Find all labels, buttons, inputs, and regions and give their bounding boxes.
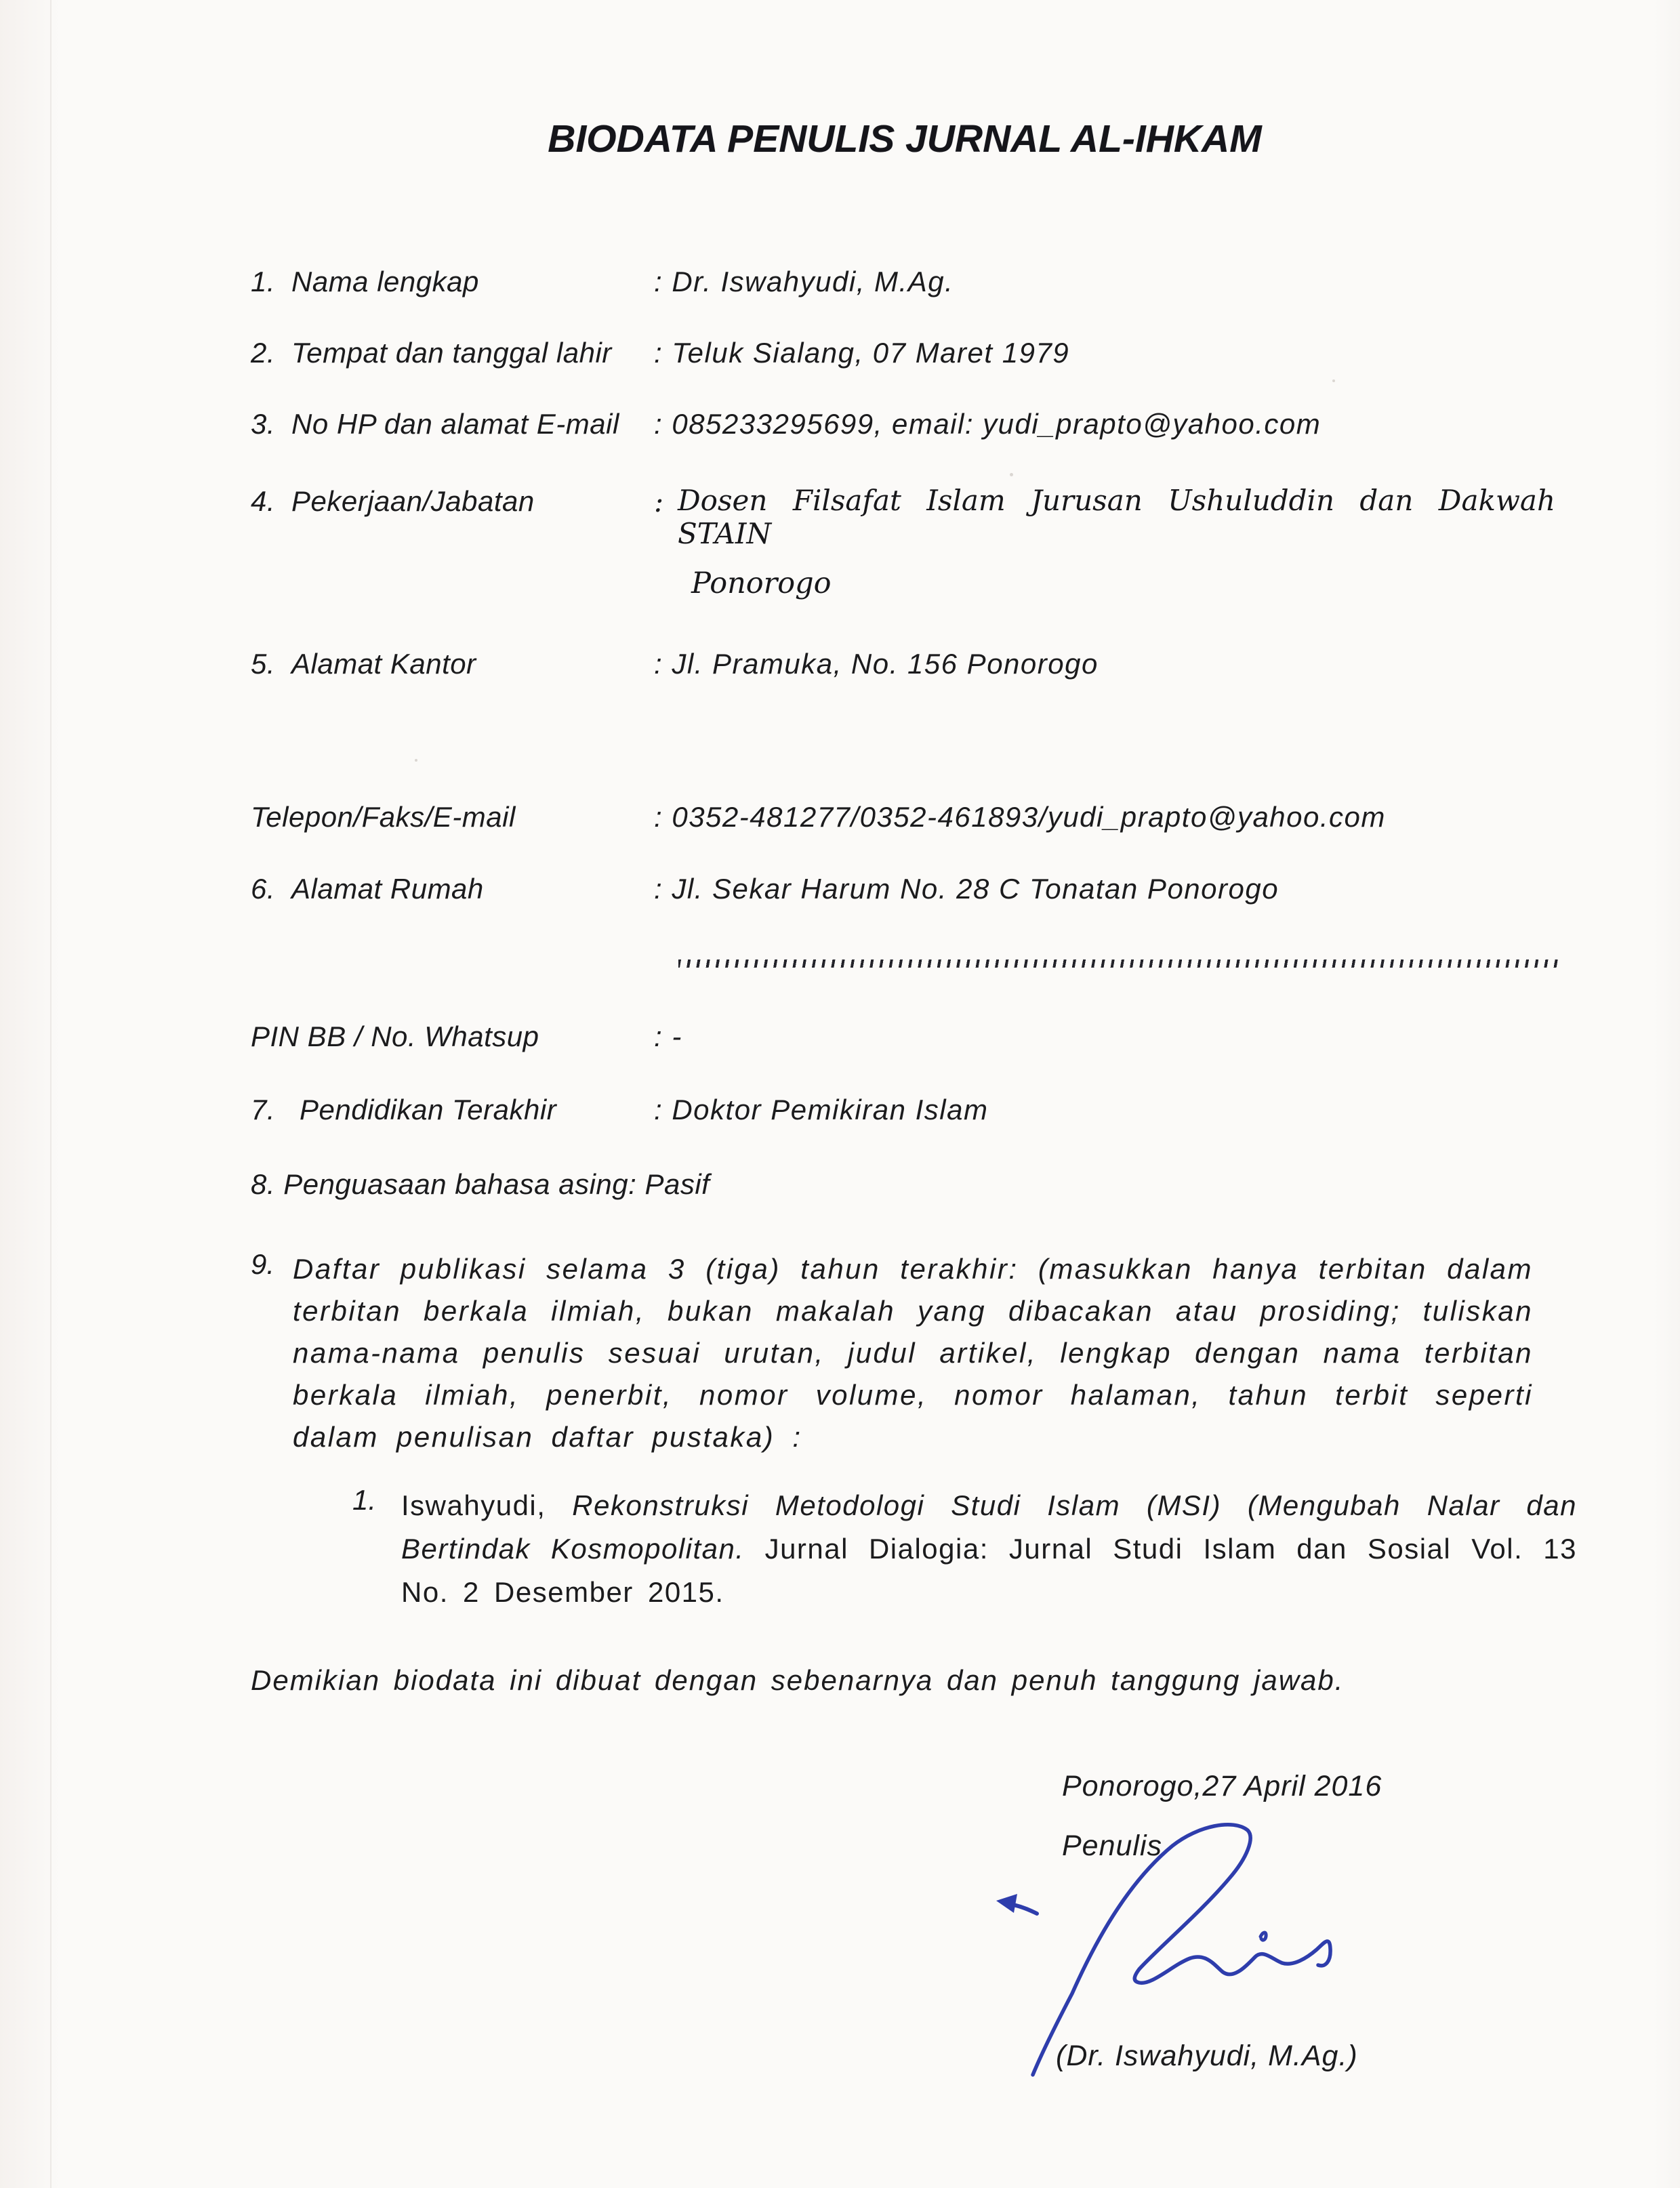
field-value: Jl. Sekar Harum No. 28 C Tonatan Ponorogo [672,873,1279,905]
field-row-hp-email [251,408,1606,446]
colon: : [654,408,663,440]
field-label: Tempat dan tanggal lahir [291,337,612,369]
field-row-alamat-rumah [251,873,1606,911]
field-row-telepon-faks-email [251,801,1606,839]
field-row-tempat-tanggal-lahir [251,337,1606,375]
field-row-bahasa-asing [251,1168,710,1201]
field-label: Nama lengkap [291,266,479,297]
scan-speck [415,759,417,762]
handwritten-signature [949,1762,1626,2141]
field-value: 0352-481277/0352-461893/yudi_prapto@yahoo.com [672,801,1386,833]
field-label: Alamat Rumah [291,873,484,905]
field-number: 7. [251,1094,276,1126]
colon: : [654,337,663,369]
field-value-line2: Ponorogo [691,566,832,600]
field-number: 5. [251,648,276,680]
colon: : [654,1094,663,1126]
field-value: 085233295699, email: yudi_prapto@yahoo.com [672,408,1322,440]
field-value: Dr. Iswahyudi, M.Ag. [672,266,954,297]
field-row-pendidikan-terakhir [251,1094,1606,1132]
publication-number: 1. [352,1484,377,1516]
signature-name: (Dr. Iswahyudi, M.Ag.) [1056,2040,1358,2072]
field-row-pin-bb-whatsup [251,1020,1606,1058]
document-title: BIODATA PENULIS JURNAL AL-IHKAM [548,117,1262,161]
colon: : [628,1168,637,1200]
signature-arrow-head [996,1894,1017,1913]
signature-place-date: Ponorogo,27 April 2016 [1062,1770,1382,1802]
colon: : [654,1020,663,1052]
scan-speck [1010,473,1013,476]
field-label: Telepon/Faks/E-mail [251,801,516,833]
field-label: No HP dan alamat E-mail [291,408,619,440]
field-row-nama-lengkap [251,266,1606,304]
field-number: 8. [251,1168,276,1200]
field-label: PIN BB / No. Whatsup [251,1020,539,1052]
field-value: - [672,1020,682,1052]
field-number: 3. [251,408,276,440]
colon: : [654,485,665,518]
publication-rest: Jurnal Dialogia: Jurnal Studi Islam dan Sosial Vol. 13 No. 2 Desember 2015. [401,1533,1577,1608]
field-label: Pendidikan Terakhir [300,1094,557,1126]
field-number: 4. [251,485,276,517]
section-daftar-publikasi [251,1248,1538,1458]
signature-tick-stroke [1261,1933,1266,1940]
field-number: 2. [251,337,276,369]
field-number: 1. [251,266,276,297]
section-text: Daftar publikasi selama 3 (tiga) tahun terakhir: (masukkan hanya terbitan dalam terbitan berkala ilmiah, bukan makalah yang dibacakan atau prosiding; tuliskan nama-nama penulis sesuai urutan, judul artikel, lengkap dengan nama terbitan berkala ilmiah, penerbit, nomor volume, nomor halaman, tahun terbit seperti dalam penulisan daftar pustaka) : [293,1253,1533,1453]
field-label: Penguasaan bahasa asing [283,1168,629,1200]
signature-role: Penulis [1062,1830,1163,1862]
colon: : [654,266,663,297]
colon: : [654,648,663,680]
closing-statement: Demikian biodata ini dibuat dengan sebenarnya dan penuh tanggung jawab. [251,1664,1345,1696]
field-value: Doktor Pemikiran Islam [672,1094,989,1126]
publication-item [352,1484,1626,1614]
field-number: 6. [251,873,276,905]
field-label: Alamat Kantor [291,648,476,680]
publication-author: Iswahyudi, [401,1489,546,1521]
field-value: Teluk Sialang, 07 Maret 1979 [672,337,1070,369]
colon: : [654,873,663,905]
signature-main-stroke [1033,1825,1330,2075]
colon: : [654,801,663,833]
field-label: Pekerjaan/Jabatan [291,485,535,517]
scan-speck [1332,379,1335,382]
dotted-fill-line [678,959,1563,968]
field-value-line1: Dosen Filsafat Islam Jurusan Ushuluddin dan Dakwah STAIN [678,484,1555,550]
field-value: Jl. Pramuka, No. 156 Ponorogo [672,648,1099,680]
field-value: Pasif [644,1168,710,1200]
publication-title: Rekonstruksi Metodologi Studi Islam (MSI) (Mengubah Nalar dan Bertindak Kosmopolitan. [401,1489,1577,1565]
scan-seam-artifact [50,0,52,2188]
field-number: 9. [251,1248,275,1280]
field-row-alamat-kantor [251,648,1606,686]
